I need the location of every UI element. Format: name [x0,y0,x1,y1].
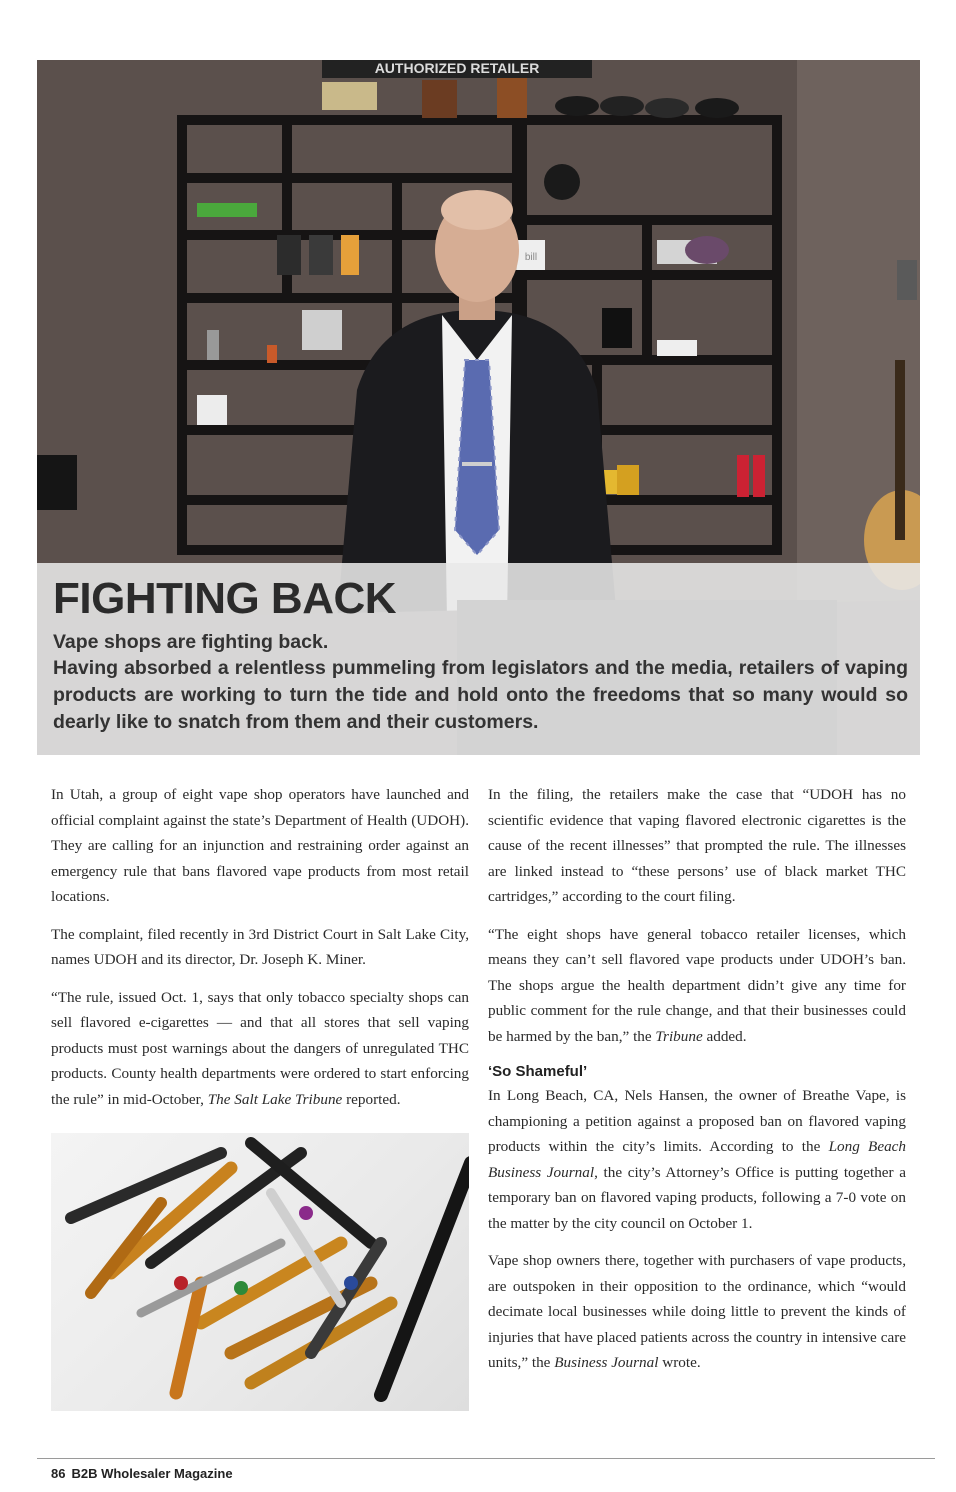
left-column [51,782,469,1124]
vape-cartridges-photo [51,1133,469,1411]
deck: Having absorbed a relentless pummeling from legislators and the media, retailers of vaping products are working to turn the tide and hold onto the freedoms that so many would so dearly like to snatch from them and their customers. [53,657,908,733]
headline: FIGHTING BACK [53,574,397,623]
page-number: 86 [51,1466,66,1481]
paragraph: In Long Beach, CA, Nels Hansen, the owner of Breathe Vape, is championing a petition against a proposed ban on flavored vaping products within the city’s limits. According to the Long Beach Business Journal, the city’s Attorney’s Office is putting together a temporary ban on flavored vaping products, following a 7-0 vote on the matter by the city council on October 1. [488,1087,906,1232]
box-label: bill [524,252,538,263]
hero-photo [37,60,920,755]
paragraph: In the filing, the retailers make the case that “UDOH has no scientific evidence that vaping flavored electronic cigarettes is the cause of the recent illnesses” that prompted the rule. The illnesses are linked instead to “these persons’ use of black market THC cartridges,” according to the court filing. [488,786,906,905]
right-column [488,782,906,1388]
publication-name: Business Journal [554,1354,659,1371]
paragraph: “The rule, issued Oct. 1, says that only tobacco specialty shops can sell flavored e-cigarettes — and that all stores that sell vaping products must post warnings about the dangers of unregulated THC products. County health departments were ordered to start enforcing the rule” in mid-October, The Salt Lake Tribune reported. [51,988,469,1108]
publication-name: Long Beach Business Journal [488,1138,906,1181]
vape-cartridges-illustration [51,1133,469,1411]
deck-lead: Vape shops are fighting back. [53,631,329,653]
publication-name: The Salt Lake Tribune [207,1090,343,1108]
publication-name: Tribune [655,1027,703,1045]
paragraph: In Utah, a group of eight vape shop operators have launched and official complaint against the state’s Department of Health (UDOH). They are calling for an injunction and restraining order against an emergency rule that bans flavored vape products from most retail locations. [51,786,469,905]
page-footer [51,1466,233,1481]
publication-title: B2B Wholesaler Magazine [71,1466,233,1481]
footer-divider [37,1458,935,1459]
paragraph: “The eight shops have general tobacco retailer licenses, which means they can’t sell flavored vape products under UDOH’s ban. The shops argue the health department didn’t give any time for public comment for the rule change, and that their businesses could be harmed by the ban,” the Tribune added. [488,925,906,1045]
headline-banner [37,563,920,755]
section-subhead: ‘So Shameful’ [488,1063,588,1080]
paragraph: The complaint, filed recently in 3rd District Court in Salt Lake City, names UDOH and its director, Dr. Joseph K. Miner. [51,925,469,968]
sign-text: AUTHORIZED RETAILER [374,60,540,76]
paragraph: Vape shop owners there, together with purchasers of vape products, are outspoken in their opposition to the ordinance, which “would decimate local businesses while doing little to prevent the kinds of injuries that have placed patients across the country in intensive care units,” the Business Journal wrote. [488,1252,906,1371]
